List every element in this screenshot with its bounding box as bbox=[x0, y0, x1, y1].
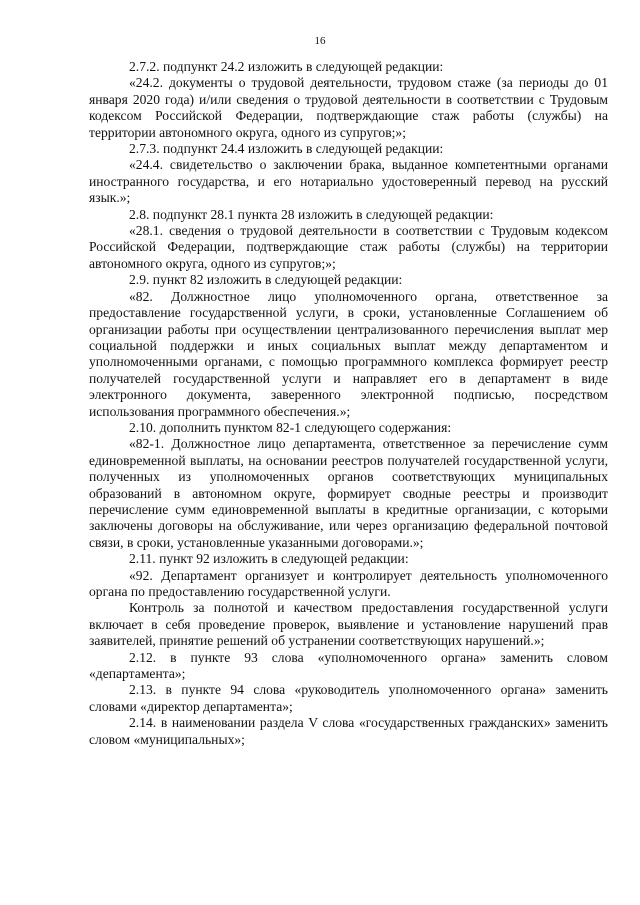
paragraph-2-7-3: 2.7.3. подпункт 24.4 изложить в следующей редакции: bbox=[129, 141, 444, 157]
paragraph-24-2-text: «24.2. документы о трудовой деятельности, трудовом стаже (за периоды до 01 января 2020 года) и/или сведения о трудовой деятельности в соответствии с Трудовым кодексом Российской Федерации, подтверждающие стаж работы (службы) на территории автономного округа, одного из супругов;»; bbox=[89, 75, 608, 140]
document-body bbox=[89, 59, 608, 748]
paragraph-2-8: 2.8. подпункт 28.1 пункта 28 изложить в следующей редакции: bbox=[129, 206, 494, 222]
paragraph-2-10: 2.10. дополнить пунктом 82-1 следующего содержания: bbox=[129, 419, 452, 435]
paragraph-82-text: «82. Должностное лицо уполномоченного органа, ответственное за предоставление государственной услуги, в сроки, установленные Соглашением об организации работы при осуществлении централизованного перечисления выплат мер социальной поддержки и иных социальных выплат между департаментом и уполномоченными органами, с помощью программного комплекса формирует реестр получателей государственной услуги и направляет его в департамент в виде электронного документа, заверенного электронной подписью, посредством использования программного обеспечения.»; bbox=[89, 288, 608, 419]
paragraph-24-4-text: «24.4. свидетельство о заключении брака, выданное компетентными органами иностранного государства, и его нотариально удостоверенный перевод на русский язык.»; bbox=[89, 157, 608, 206]
paragraph-2-14: 2.14. в наименовании раздела V слова «государственных гражданских» заменить словом «муниципальных»; bbox=[89, 715, 608, 747]
paragraph-28-1-text: «28.1. сведения о трудовой деятельности в соответствии с Трудовым кодексом Российской Федерации, подтверждающие стаж работы (службы) на территории автономного округа, одного из супругов;»; bbox=[89, 223, 608, 271]
paragraph-82-1-text: «82-1. Должностное лицо департамента, ответственное за перечисление сумм единовременной выплаты, на основании реестров получателей государственной услуги, полученных из уполномоченных органов соответствующих муниципальных образований в автономном округе, формирует сводные реестры и производит перечисление сумм единовременной выплаты в кредитные организации, с которыми заключены договоры на обслуживание, или через организацию федеральной почтовой связи, в сроки, установленные указанными договорами.»; bbox=[89, 436, 608, 550]
page-number: 16 bbox=[314, 35, 326, 47]
paragraph-2-7-2: 2.7.2. подпункт 24.2 изложить в следующей редакции: bbox=[129, 59, 444, 74]
paragraph-92-text: «92. Департамент организует и контролирует деятельность уполномоченного органа по предоставлению государственной услуги. bbox=[89, 567, 608, 599]
paragraph-2-9: 2.9. пункт 82 изложить в следующей редакции: bbox=[129, 272, 403, 288]
paragraph-2-13: 2.13. в пункте 94 слова «руководитель уполномоченного органа» заменить словами «директор департамента»; bbox=[89, 682, 608, 714]
paragraph-2-12: 2.12. в пункте 93 слова «уполномоченного органа» заменить словом «департамента»; bbox=[89, 649, 608, 682]
paragraph-2-11: 2.11. пункт 92 изложить в следующей редакции: bbox=[129, 551, 409, 567]
paragraph-control-text: Контроль за полнотой и качеством предоставления государственной услуги включает в себя проведение проверок, выявление и установление нарушений прав заявителей, принятие решений об устранении соответствующих нарушений.»; bbox=[89, 600, 608, 649]
